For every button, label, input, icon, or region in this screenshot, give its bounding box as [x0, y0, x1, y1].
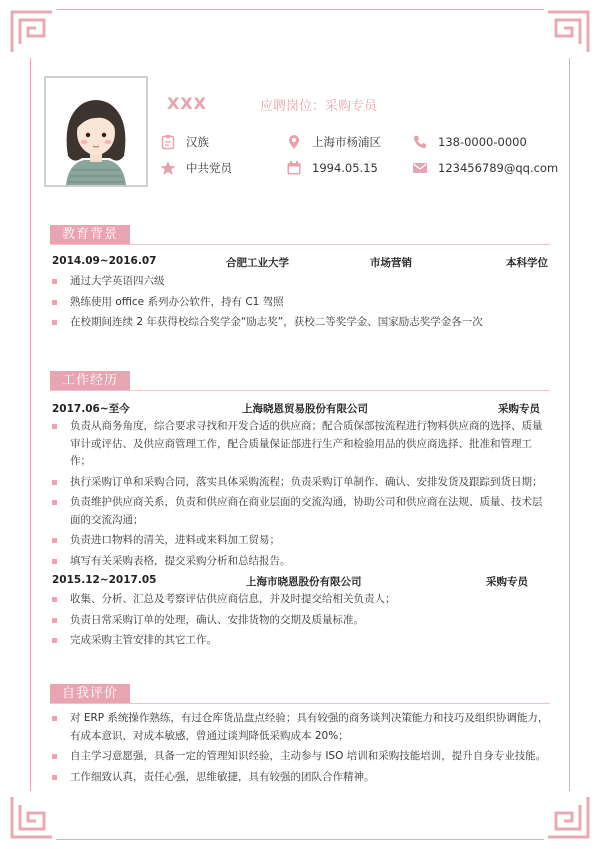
- bullet-square: [52, 559, 57, 564]
- section-self-title: 自我评价: [50, 684, 130, 704]
- list-item: 负责进口物料的清关，进料或来料加工贸易；: [52, 532, 552, 550]
- list-item: 对 ERP 系统操作熟练，有过仓库货品盘点经验；具有较强的商务谈判决策能力和技巧及组织协调能力，有成本意识，对成本敏感，曾通过谈判降低采购成本 20%；: [52, 710, 552, 745]
- job2-list: [52, 591, 552, 653]
- list-item: 工作细致认真，责任心强，思维敏捷，具有较强的团队合作精神。: [52, 769, 552, 787]
- job1-company: 上海晓恩贸易股份有限公司: [242, 403, 368, 415]
- job-title: 采购专员: [325, 99, 378, 114]
- avatar-illustration: [46, 78, 146, 185]
- bullet-square: [52, 638, 57, 643]
- section-work-header: [50, 371, 550, 391]
- list-item: 熟练使用 office 系列办公软件，持有 C1 驾照: [52, 294, 552, 312]
- bullet-square: [52, 754, 57, 759]
- job2-period: 2015.12~2017.05: [52, 574, 157, 586]
- list-item: 填写有关采购表格，提交采购分析和总结报告。: [52, 553, 552, 571]
- bullet-square: [52, 424, 57, 429]
- section-work-title: 工作经历: [50, 371, 130, 391]
- job-objective: [260, 95, 377, 114]
- phone-icon: [412, 134, 428, 150]
- job1-period: 2017.06~至今: [52, 403, 130, 415]
- education-major: 市场营销: [370, 257, 412, 269]
- info-email: [412, 158, 558, 178]
- education-degree: 本科学位: [506, 257, 548, 269]
- self-list: [52, 710, 552, 789]
- email-icon: [412, 160, 428, 176]
- frame-top-line: [56, 9, 544, 10]
- list-item: 负责日常采购订单的处理，确认、安排货物的交期及质量标准。: [52, 612, 552, 630]
- phone-value: 138-0000-0000: [438, 135, 527, 149]
- frame-left-line: [30, 58, 31, 791]
- bullet-square: [52, 618, 57, 623]
- location-pin-icon: [286, 134, 302, 150]
- ethnicity-value: 汉族: [186, 135, 209, 149]
- list-item: 完成采购主管安排的其它工作。: [52, 632, 552, 650]
- info-politics: [160, 158, 232, 178]
- section-education-header: [50, 225, 550, 245]
- section-self-header: [50, 684, 550, 704]
- education-school: 合肥工业大学: [226, 257, 289, 269]
- calendar-icon: [286, 160, 302, 176]
- corner-ornament-bottom-left: [10, 795, 54, 839]
- bullet-square: [52, 480, 57, 485]
- list-item: 通过大学英语四六级: [52, 273, 552, 291]
- education-list: [52, 273, 552, 335]
- bullet-square: [52, 597, 57, 602]
- job1-list: [52, 418, 552, 573]
- bullet-square: [52, 775, 57, 780]
- bullet-square: [52, 279, 57, 284]
- job1-position: 采购专员: [498, 403, 540, 415]
- section-self-rule: [50, 703, 550, 704]
- info-birthdate: [286, 158, 378, 178]
- list-item: 自主学习意愿强，具备一定的管理知识经验，主动参与 ISO 培训和采购技能培训，提升自身专业技能。: [52, 748, 552, 766]
- list-item: 收集、分析、汇总及考察评估供应商信息，并及时提交给相关负责人；: [52, 591, 552, 609]
- birthdate-value: 1994.05.15: [312, 161, 378, 175]
- list-item: 在校期间连续 2 年获得校综合奖学金“励志奖”，获校二等奖学金、国家励志奖学金各一次: [52, 314, 552, 332]
- candidate-name: XXX: [167, 94, 208, 113]
- star-icon: [160, 160, 176, 176]
- corner-ornament-top-left: [10, 10, 54, 54]
- section-education-rule: [50, 244, 550, 245]
- section-work-rule: [50, 390, 550, 391]
- corner-ornament-top-right: [546, 10, 590, 54]
- email-value: 123456789@qq.com: [438, 161, 559, 175]
- info-location: [286, 132, 381, 152]
- bullet-square: [52, 300, 57, 305]
- info-phone: [412, 132, 527, 152]
- corner-ornament-bottom-right: [546, 795, 590, 839]
- frame-bottom-line: [56, 839, 544, 840]
- list-item: 负责从商务角度，综合要求寻找和开发合适的供应商；配合质保部按流程进行物料供应商的选择、质量审计或评估、及供应商管理工作，配合质量保证部进行生产和检验用品的供应商选择、批准和管理工作；: [52, 418, 552, 471]
- bullet-square: [52, 716, 57, 721]
- job2-company: 上海市晓恩股份有限公司: [246, 576, 362, 588]
- job-label: 应聘岗位：: [260, 99, 326, 114]
- list-item: 负责维护供应商关系，负责和供应商在商业层面的交流沟通，协助公司和供应商在法规、质量、技术层面的交流沟通；: [52, 494, 552, 529]
- job2-position: 采购专员: [486, 576, 528, 588]
- info-ethnicity: [160, 132, 209, 152]
- clipboard-icon: [160, 134, 176, 150]
- bullet-square: [52, 500, 57, 505]
- avatar: [44, 76, 148, 187]
- frame-right-line: [569, 58, 570, 791]
- politics-value: 中共党员: [186, 161, 232, 175]
- location-value: 上海市杨浦区: [312, 135, 381, 149]
- section-education-title: 教育背景: [50, 225, 130, 245]
- list-item: 执行采购订单和采购合同，落实具体采购流程；负责采购订单制作、确认、安排发货及跟踪到货日期；: [52, 474, 552, 492]
- education-period: 2014.09~2016.07: [52, 255, 157, 267]
- bullet-square: [52, 538, 57, 543]
- bullet-square: [52, 320, 57, 325]
